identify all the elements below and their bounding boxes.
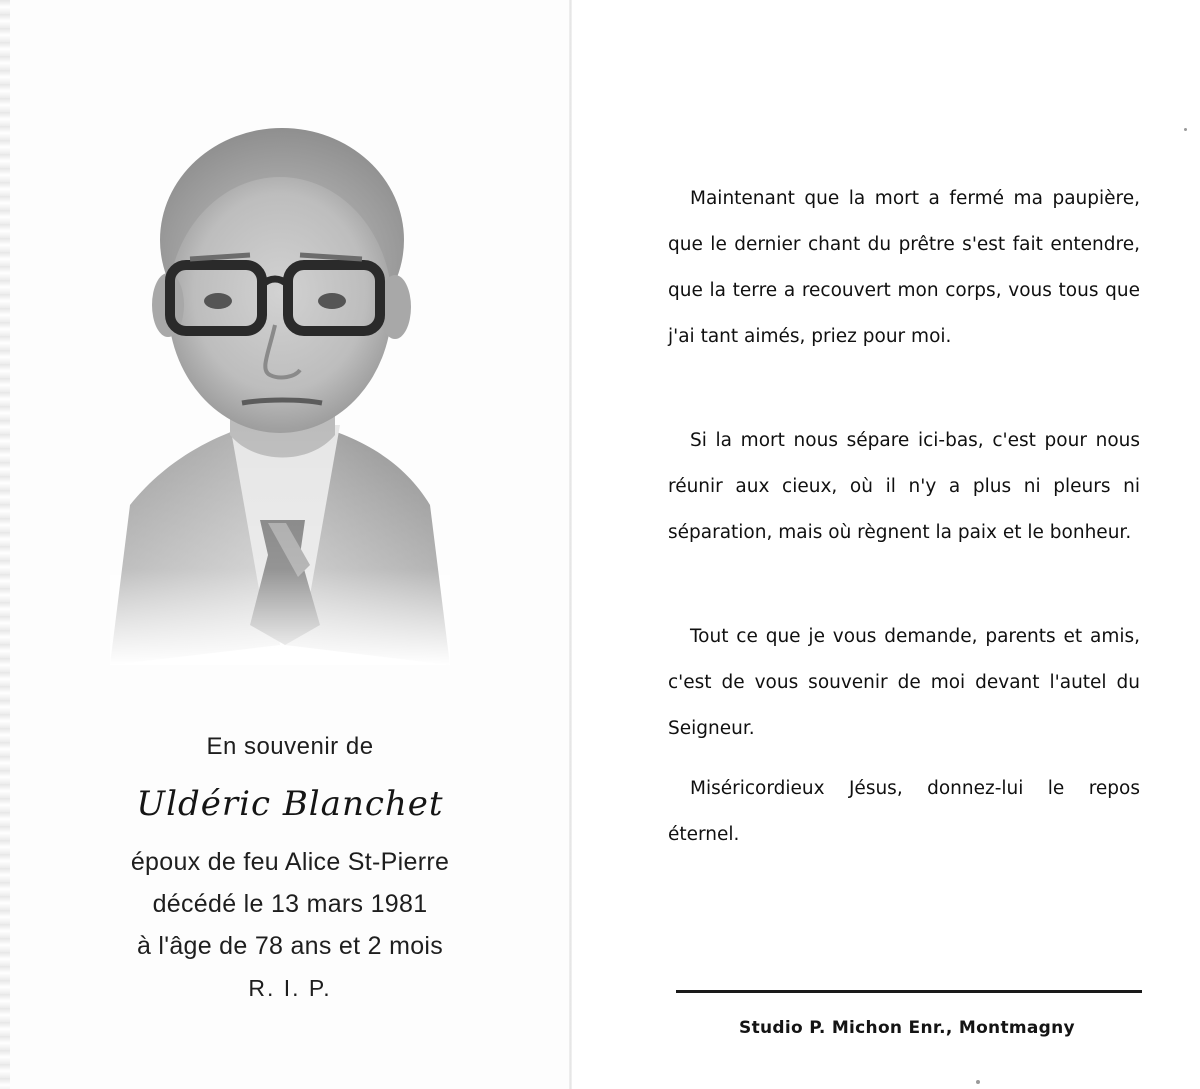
- right-panel: [572, 0, 1200, 1089]
- spouse-line: époux de feu Alice St-Pierre: [130, 848, 450, 876]
- death-date-line: décédé le 13 mars 1981: [152, 890, 428, 918]
- paper-speck: [1184, 128, 1187, 131]
- torn-edge: [0, 0, 10, 1089]
- footer-rule: [676, 990, 1142, 993]
- portrait-photo-icon: [110, 125, 450, 665]
- age-line: à l'âge de 78 ans et 2 mois: [136, 932, 444, 960]
- rip-line: R. I. P.: [248, 975, 332, 1001]
- prayer-paragraph: Tout ce que je vous demande, parents et amis, c'est de vous souvenir de moi devant l'autel du Seigneur.: [668, 626, 1140, 739]
- studio-credit: Studio P. Michon Enr., Montmagny: [739, 1018, 1075, 1038]
- prayer-paragraph: Miséricordieux Jésus, donnez-lui le repos éternel.: [668, 778, 1140, 845]
- prayer-paragraph: Si la mort nous sépare ici-bas, c'est pour nous réunir aux cieux, où il n'y a plus ni pleurs ni séparation, mais où règnent la paix et le bonheur.: [668, 430, 1140, 543]
- paper-speck: [976, 1080, 980, 1084]
- left-panel: [0, 0, 572, 1089]
- souvenir-intro: En souvenir de: [206, 733, 374, 760]
- prayer-paragraph: Maintenant que la mort a fermé ma paupière, que le dernier chant du prêtre s'est fait entendre, que la terre a recouvert mon corps, vous tous que j'ai tant aimés, priez pour moi.: [668, 188, 1140, 347]
- deceased-name: Uldéric Blanchet: [136, 784, 444, 824]
